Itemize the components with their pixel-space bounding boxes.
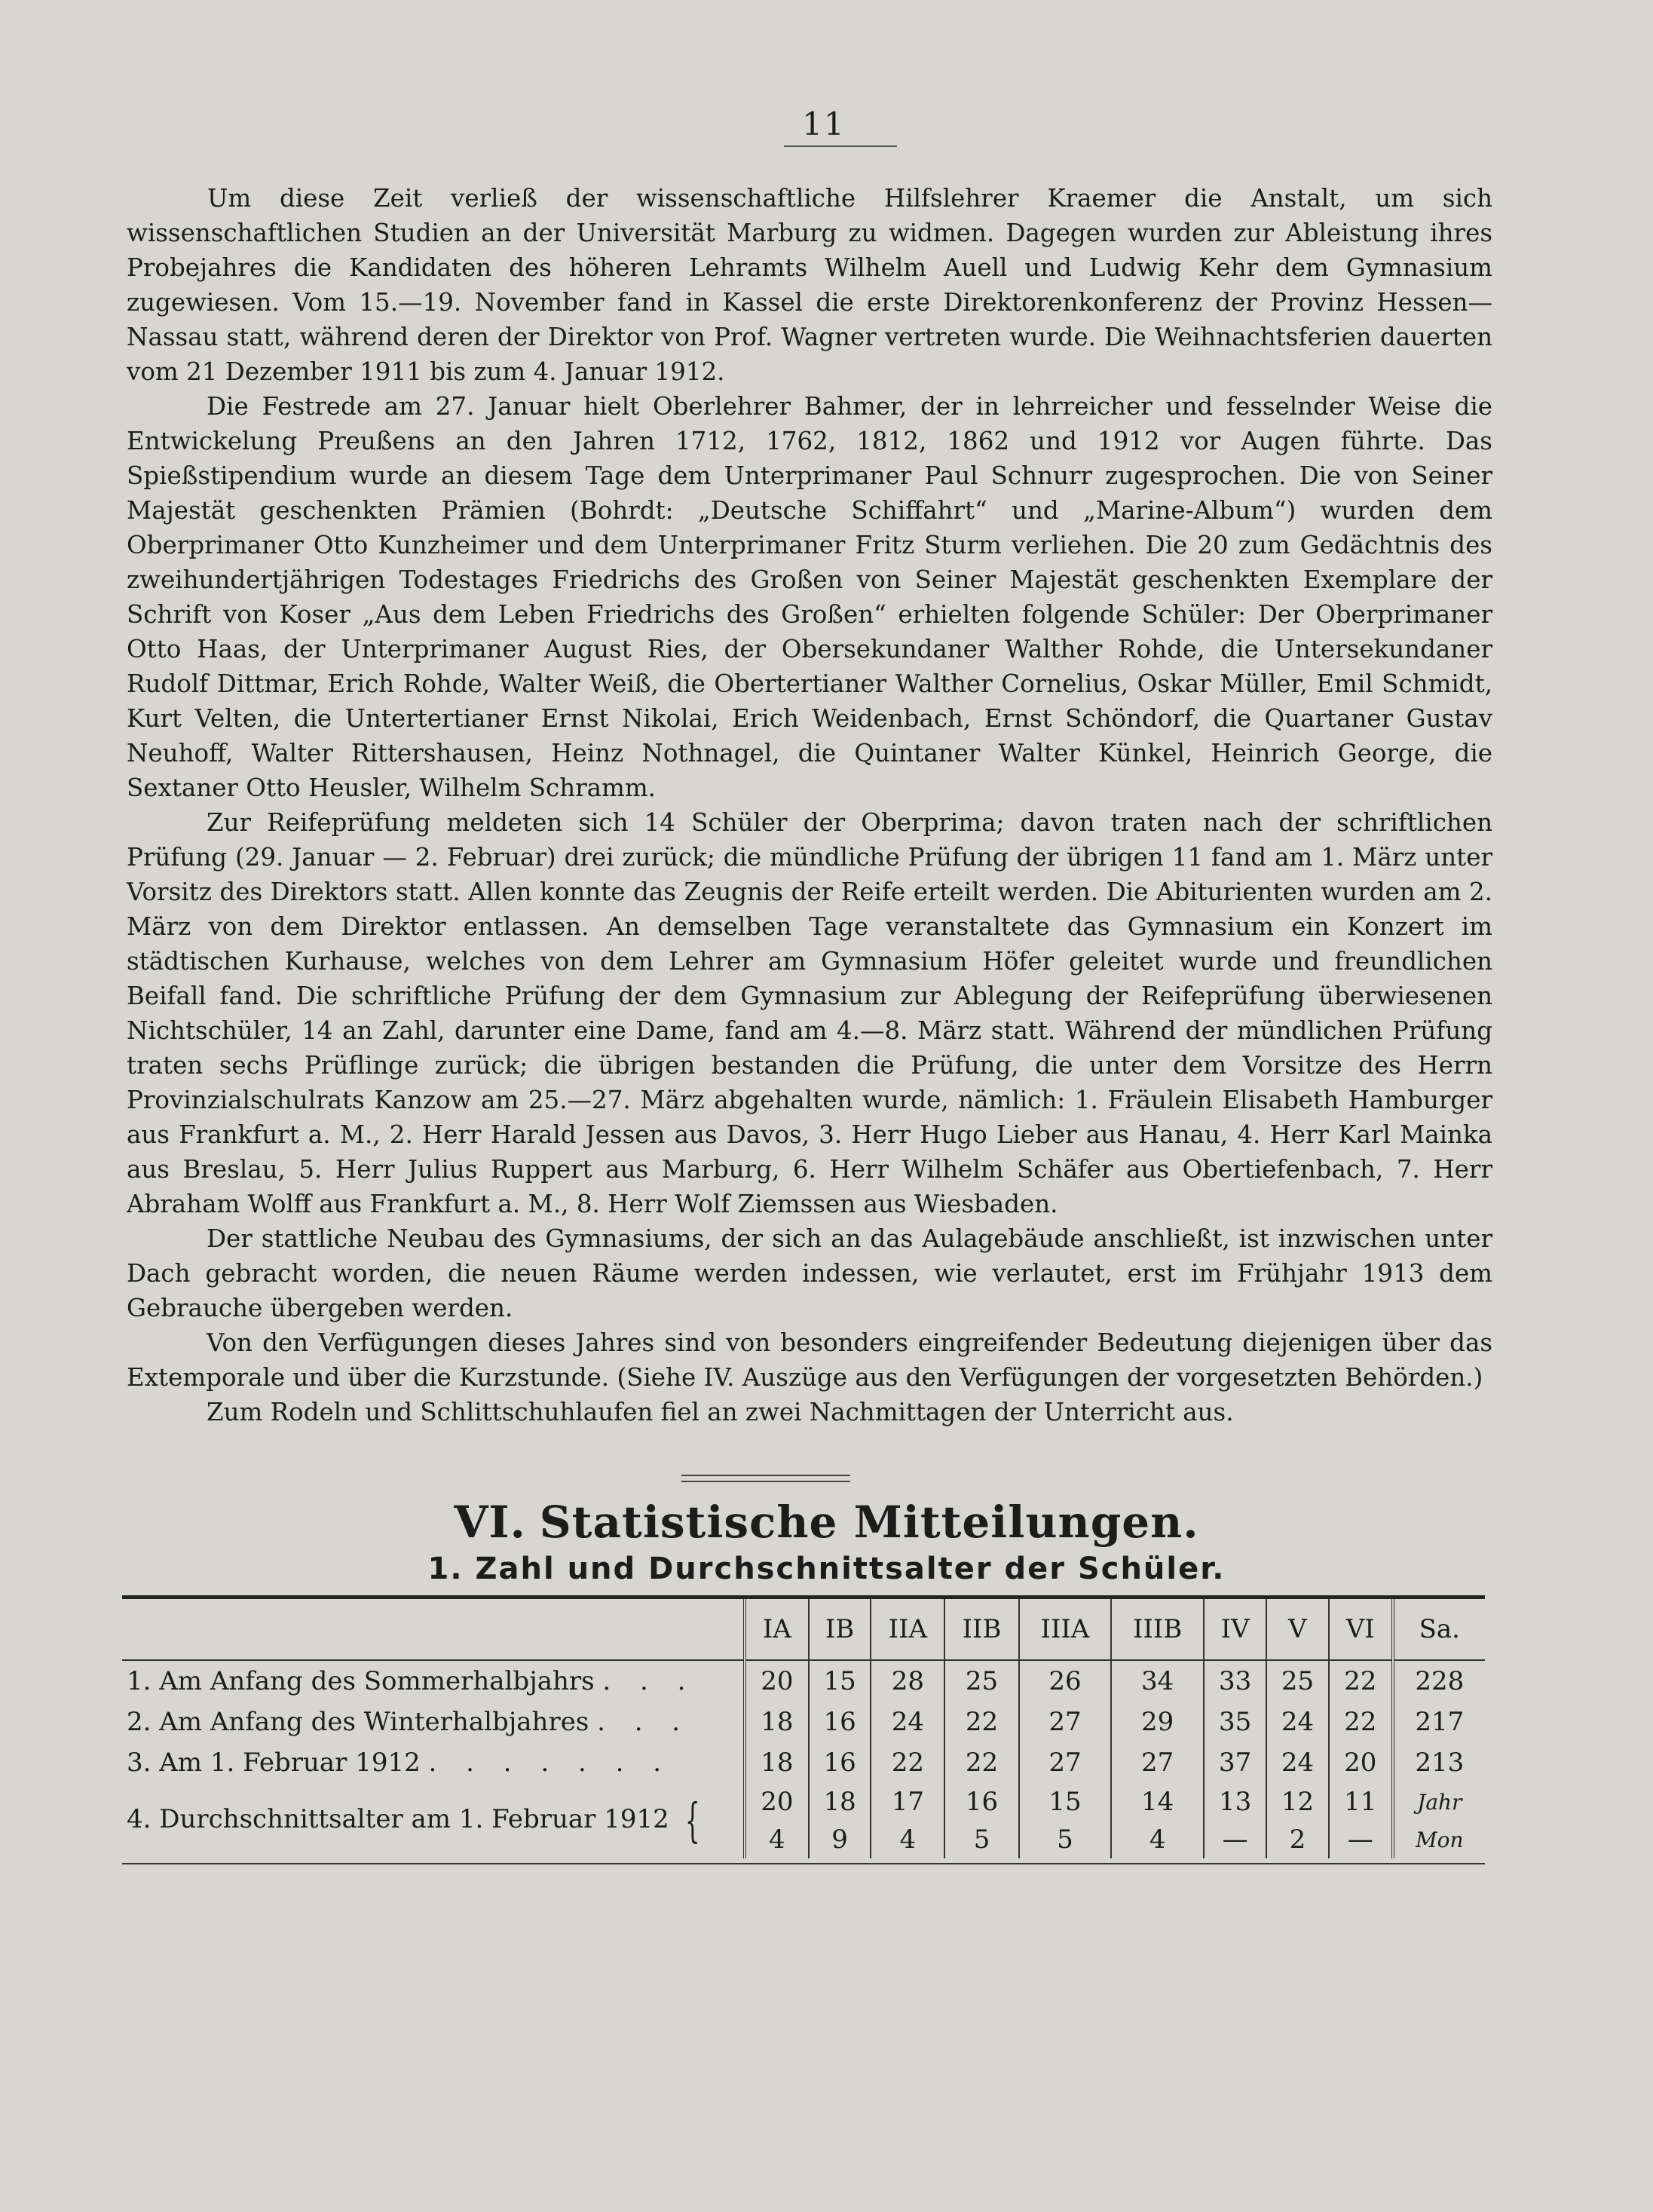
page-number: 11: [802, 106, 846, 142]
column-header: IIA: [871, 1599, 944, 1660]
table-cell: —: [1204, 1821, 1266, 1858]
table-cell: 16: [944, 1783, 1019, 1821]
table-cell: 18: [809, 1783, 871, 1821]
paragraph: Von den Verfügungen dieses Jahres sind von besonders eingreifender Bedeutung diejenigen über das Extemporale und über die Kurzstunde. (Siehe IV. Auszüge aus den Verfügungen der vorgesetzten Behörden.): [127, 1328, 1492, 1392]
column-header: V: [1266, 1599, 1329, 1660]
column-header: IV: [1204, 1599, 1266, 1660]
table-cell: 20: [745, 1783, 809, 1821]
table-cell-total: 217: [1393, 1702, 1485, 1742]
table-row: [122, 1660, 1485, 1702]
table-cell: 27: [1019, 1742, 1111, 1783]
table-cell: 22: [944, 1742, 1019, 1783]
table-cell: 16: [809, 1742, 871, 1783]
table-cell: —: [1329, 1821, 1393, 1858]
header-label-cell: [122, 1599, 745, 1660]
table-cell: 20: [1329, 1742, 1393, 1783]
table-cell: 4: [1111, 1821, 1204, 1858]
table-cell: 18: [745, 1742, 809, 1783]
row-label: 2. Am Anfang des Winterhalbjahres . . .: [127, 1707, 691, 1737]
section-number: VI.: [454, 1497, 526, 1548]
paragraph: Zum Rodeln und Schlittschuhlaufen fiel an zwei Nachmittagen der Unterricht aus.: [207, 1398, 1234, 1426]
table-cell: 25: [944, 1660, 1019, 1702]
table-cell: 20: [745, 1660, 809, 1702]
table-cell: 22: [1329, 1702, 1393, 1742]
table-cell: 15: [809, 1660, 871, 1702]
table-cell-total: 228: [1393, 1660, 1485, 1702]
table-cell: 28: [871, 1660, 944, 1702]
table-cell: 33: [1204, 1660, 1266, 1702]
section-heading: [0, 1497, 1653, 1548]
unit-label: Mon: [1393, 1821, 1485, 1858]
table-bottom-rule: [122, 1863, 1485, 1864]
body-text: [127, 181, 1492, 1429]
paragraph: Der stattliche Neubau des Gymnasiums, der sich an das Aulagebäude anschließt, ist inzwischen unter Dach gebracht worden, die neuen Räume werden indessen, wie verlautet, erst im Frühjahr 1913 dem Gebrauche übergeben werden.: [127, 1224, 1492, 1322]
table-cell: 37: [1204, 1742, 1266, 1783]
column-header: IIB: [944, 1599, 1019, 1660]
table-cell: 15: [1019, 1783, 1111, 1821]
table-cell: 13: [1204, 1783, 1266, 1821]
paragraph: Die Festrede am 27. Januar hielt Oberlehrer Bahmer, der in lehrreicher und fesselnder Weise die Entwickelung Preußens an den Jahren 1712, 1762, 1812, 1862 und 1912 vor Augen führte. Das Spießstipendium wurde an diesem Tage dem Unterprimaner Paul Schnurr zugesprochen. Die von Seiner Majestät geschenkten Prämien (Bohrdt: „Deutsche Schiffahrt“ und „Marine-Album“) wurden dem Oberprimaner Otto Kunzheimer und dem Unterprimaner Fritz Sturm verliehen. Die 20 zum Gedächtnis des zweihundertjährigen Todestages Friedrichs des Großen von Seiner Majestät geschenkten Exemplare der Schrift von Koser „Aus dem Leben Friedrichs des Großen“ erhielten folgende Schüler: Der Oberprimaner Otto Haas, der Unterprimaner August Ries, der Obersekundaner Walther Rohde, die Untersekundaner Rudolf Dittmar, Erich Rohde, Walter Weiß, die Obertertianer Walther Cornelius, Oskar Müller, Emil Schmidt, Kurt Velten, die Untertertianer Ernst Nikolai, Erich Weidenbach, Ernst Schöndorf, die Quartaner Gustav Neuhoff, Walter Rittershausen, Heinz Nothnagel, die Quintaner Walter Künkel, Heinrich George, die Sextaner Otto Heusler, Wilhelm Schramm.: [127, 392, 1492, 802]
subsection-heading: 1. Zahl und Durchschnittsalter der Schüler.: [427, 1552, 1226, 1586]
paragraph: Um diese Zeit verließ der wissenschaftliche Hilfslehrer Kraemer die Anstalt, um sich wissenschaftlichen Studien an der Universität Marburg zu widmen. Dagegen wurden zur Ableistung ihres Probejahres die Kandidaten des höheren Lehramts Wilhelm Auell und Ludwig Kehr dem Gymnasium zugewiesen. Vom 15.—19. November fand in Kassel die erste Direktorenkonferenz der Provinz Hessen—Nassau statt, während deren der Direktor von Prof. Wagner vertreten wurde. Die Weihnachtsferien dauerten vom 21 Dezember 1911 bis zum 4. Januar 1912.: [127, 184, 1492, 386]
table-cell: 24: [1266, 1742, 1329, 1783]
table-cell: 22: [871, 1742, 944, 1783]
table-row-average-years: [122, 1783, 1485, 1821]
column-header: IB: [809, 1599, 871, 1660]
table-cell: 14: [1111, 1783, 1204, 1821]
column-header: VI: [1329, 1599, 1393, 1660]
table-row: [122, 1742, 1485, 1783]
table-cell: 29: [1111, 1702, 1204, 1742]
row-label: 1. Am Anfang des Sommerhalbjahrs . . .: [127, 1666, 696, 1696]
row-label: 4. Durchschnittsalter am 1. Februar 1912 {: [127, 1793, 700, 1849]
table-cell: 11: [1329, 1783, 1393, 1821]
table-cell: 4: [871, 1821, 944, 1858]
table-cell: 34: [1111, 1660, 1204, 1702]
table-cell: 22: [944, 1702, 1019, 1742]
table-cell: 24: [871, 1702, 944, 1742]
row-label: 3. Am 1. Februar 1912 . . . . . . .: [127, 1748, 672, 1778]
table-cell: 27: [1019, 1702, 1111, 1742]
column-header: IIIA: [1019, 1599, 1111, 1660]
table-header-row: [122, 1599, 1485, 1660]
table-cell: 25: [1266, 1660, 1329, 1702]
table-cell: 9: [809, 1821, 871, 1858]
table-cell: 5: [1019, 1821, 1111, 1858]
table-cell: 27: [1111, 1742, 1204, 1783]
table-cell-total: 213: [1393, 1742, 1485, 1783]
table-cell: 4: [745, 1821, 809, 1858]
table-cell: 5: [944, 1821, 1019, 1858]
table-cell: 22: [1329, 1660, 1393, 1702]
table-cell: 12: [1266, 1783, 1329, 1821]
statistics-table: [122, 1599, 1485, 1858]
brace-glyph: {: [684, 1793, 700, 1849]
column-header: IIIB: [1111, 1599, 1204, 1660]
table-cell: 26: [1019, 1660, 1111, 1702]
paragraph: Zur Reifeprüfung meldeten sich 14 Schüler der Oberprima; davon traten nach der schriftlichen Prüfung (29. Januar — 2. Februar) drei zurück; die mündliche Prüfung der übrigen 11 fand am 1. März unter Vorsitz des Direktors statt. Allen konnte das Zeugnis der Reife erteilt werden. Die Abiturienten wurden am 2. März von dem Direktor entlassen. An demselben Tage veranstaltete das Gymnasium ein Konzert im städtischen Kurhause, welches von dem Lehrer am Gymnasium Höfer geleitet wurde und freundlichen Beifall fand. Die schriftliche Prüfung der dem Gymnasium zur Ablegung der Reifeprüfung überwiesenen Nichtschüler, 14 an Zahl, darunter eine Dame, fand am 4.—8. März statt. Während der mündlichen Prüfung traten sechs Prüflinge zurück; die übrigen bestanden die Prüfung, die unter dem Vorsitze des Herrn Provinzialschulrats Kanzow am 25.—27. März abgehalten wurde, nämlich: 1. Fräulein Elisabeth Hamburger aus Frankfurt a. M., 2. Herr Harald Jessen aus Davos, 3. Herr Hugo Lieber aus Hanau, 4. Herr Karl Mainka aus Breslau, 5. Herr Julius Ruppert aus Marburg, 6. Herr Wilhelm Schäfer aus Obertiefenbach, 7. Herr Abraham Wolff aus Frankfurt a. M., 8. Herr Wolf Ziemssen aus Wiesbaden.: [127, 808, 1492, 1218]
column-header: IA: [745, 1599, 809, 1660]
table-cell: 16: [809, 1702, 871, 1742]
table-row: [122, 1702, 1485, 1742]
statistics-table-container: [122, 1595, 1485, 1864]
unit-label: Jahr: [1393, 1783, 1485, 1821]
table-cell: 24: [1266, 1702, 1329, 1742]
table-cell: 18: [745, 1702, 809, 1742]
column-header: Sa.: [1393, 1599, 1485, 1660]
page-number-rule: [784, 146, 897, 147]
table-cell: 35: [1204, 1702, 1266, 1742]
section-title: Statistische Mitteilungen.: [539, 1497, 1199, 1548]
table-cell: 2: [1266, 1821, 1329, 1858]
section-divider: [681, 1475, 850, 1482]
table-cell: 17: [871, 1783, 944, 1821]
